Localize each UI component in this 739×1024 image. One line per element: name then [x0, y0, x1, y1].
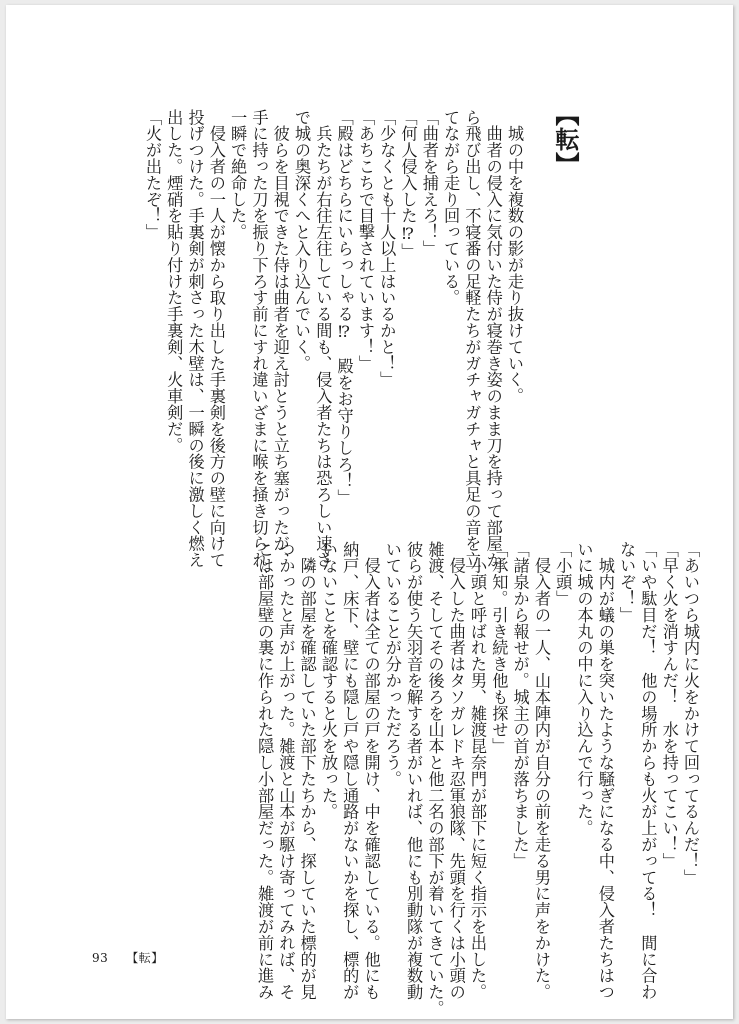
text-line: 「少なくとも十人以上はいるかと！」 [377, 109, 397, 388]
text-line: 侵入者は全ての部屋の戸を開け、中を確認している。他にも [361, 541, 381, 1001]
text-line: 小頭と呼ばれた男、雑渡昆奈門が部下に短く指示を出した。 [468, 541, 488, 1001]
book-page [6, 5, 733, 1019]
chapter-heading: 【転】 [551, 102, 580, 177]
text-line: 手に持った刀を振り下ろす前にすれ違いざまに喉を掻き切られ、 [249, 109, 269, 585]
text-line: 「殿はどちらにいらっしゃる⁉ 殿をお守りしろ！」 [334, 109, 354, 506]
text-line: 「曲者を捕えろ！」 [419, 109, 439, 257]
text-line: 「早く火を消すんだ！ 水を持ってこい！」 [659, 541, 679, 869]
text-line: 曲者の侵入に気付いた侍が寝巻き姿のまま刀を持って部屋か [483, 109, 503, 569]
text-line: 「諸泉から報せが。城主の首が落ちました」 [510, 541, 530, 869]
text-line: 「承知。引き続き他も探せ」 [489, 541, 509, 755]
text-line: 「何人侵入した⁉」 [398, 109, 418, 260]
text-line: で城の奥深くへと入り込んでいく。 [292, 109, 312, 372]
page-number: 93 [92, 951, 109, 965]
page-footer [92, 949, 182, 966]
text-line: 城の中を複数の影が走り抜けていく。 [505, 109, 524, 405]
text-line: ら飛び出し、不寝番の足軽たちがガチャガチャと具足の音を立 [462, 109, 482, 569]
text-line: 侵入した曲者はタソガレドキ忍軍狼隊、先頭を行くは小頭の [446, 541, 466, 1001]
text-line: 出した。煙硝を貼り付けた手裏剣、火車剣だ。 [164, 109, 184, 454]
text-line: いに城の本丸の中に入り込んで行った。 [574, 541, 594, 837]
lower-text-block [254, 541, 701, 1017]
text-line: 隣の部屋を確認していた部下たちから、探していた標的が見 [297, 541, 317, 1001]
text-line: 「あいつら城内に火をかけて回ってるんだ！」 [681, 541, 700, 886]
text-line: ないぞ！」 [617, 541, 637, 623]
text-line: 「小頭」 [553, 541, 573, 607]
text-line: 彼らが使う矢羽音を解する者がいれば、他にも別動隊が複数動 [404, 541, 424, 1001]
text-line: 投げつけた。手裏剣が刺さった木壁は、一瞬の後に激しく燃え [185, 109, 205, 569]
text-line: 「いや駄目だ！ 他の場所からも火が上がってる！ 間に合わ [638, 541, 658, 1001]
text-line: 彼らを目視できた侍は曲者を迎え討とうと立ち塞がったが、 [270, 109, 290, 569]
text-line: 「火が出たぞ！」 [142, 109, 162, 241]
text-line: 侵入者の一人、山本陣内が自分の前を走る男に声をかけた。 [531, 541, 551, 1001]
text-line: いないことを確認すると火を放った。 [318, 541, 338, 820]
text-line: てながら走り回っている。 [441, 109, 461, 306]
text-line: 兵たちが右往左往している間も、侵入者たちは恐ろしい速さ [313, 109, 333, 569]
text-line: いていることが分かっただろう。 [382, 541, 402, 787]
text-line: 城内が蟻の巣を突いたような騒ぎになる中、侵入者たちはつ [595, 541, 615, 1001]
text-line: つかったと声が上がった。雑渡と山本が駆け寄ってみれば、そ [276, 541, 296, 1001]
text-line: 「あちこちで目撃されています！」 [355, 109, 375, 372]
text-line: こは部屋壁の裏に作られた隠し小部屋だった。雑渡が前に進み [255, 541, 275, 1001]
text-line: 雑渡、そしてその後ろを山本と他二名の部下が着いてきていた。 [425, 541, 445, 1017]
footer-section-title: 【転】 [126, 951, 164, 965]
text-line: 一瞬で絶命した。 [228, 109, 248, 241]
text-line: 侵入者の一人が懐から取り出した手裏剣を後方の壁に向けて [206, 109, 226, 569]
upper-text-block [142, 109, 525, 585]
text-line: 納戸、床下、壁にも隠し戸や隠し通路がないかを探し、標的が [340, 541, 360, 1001]
